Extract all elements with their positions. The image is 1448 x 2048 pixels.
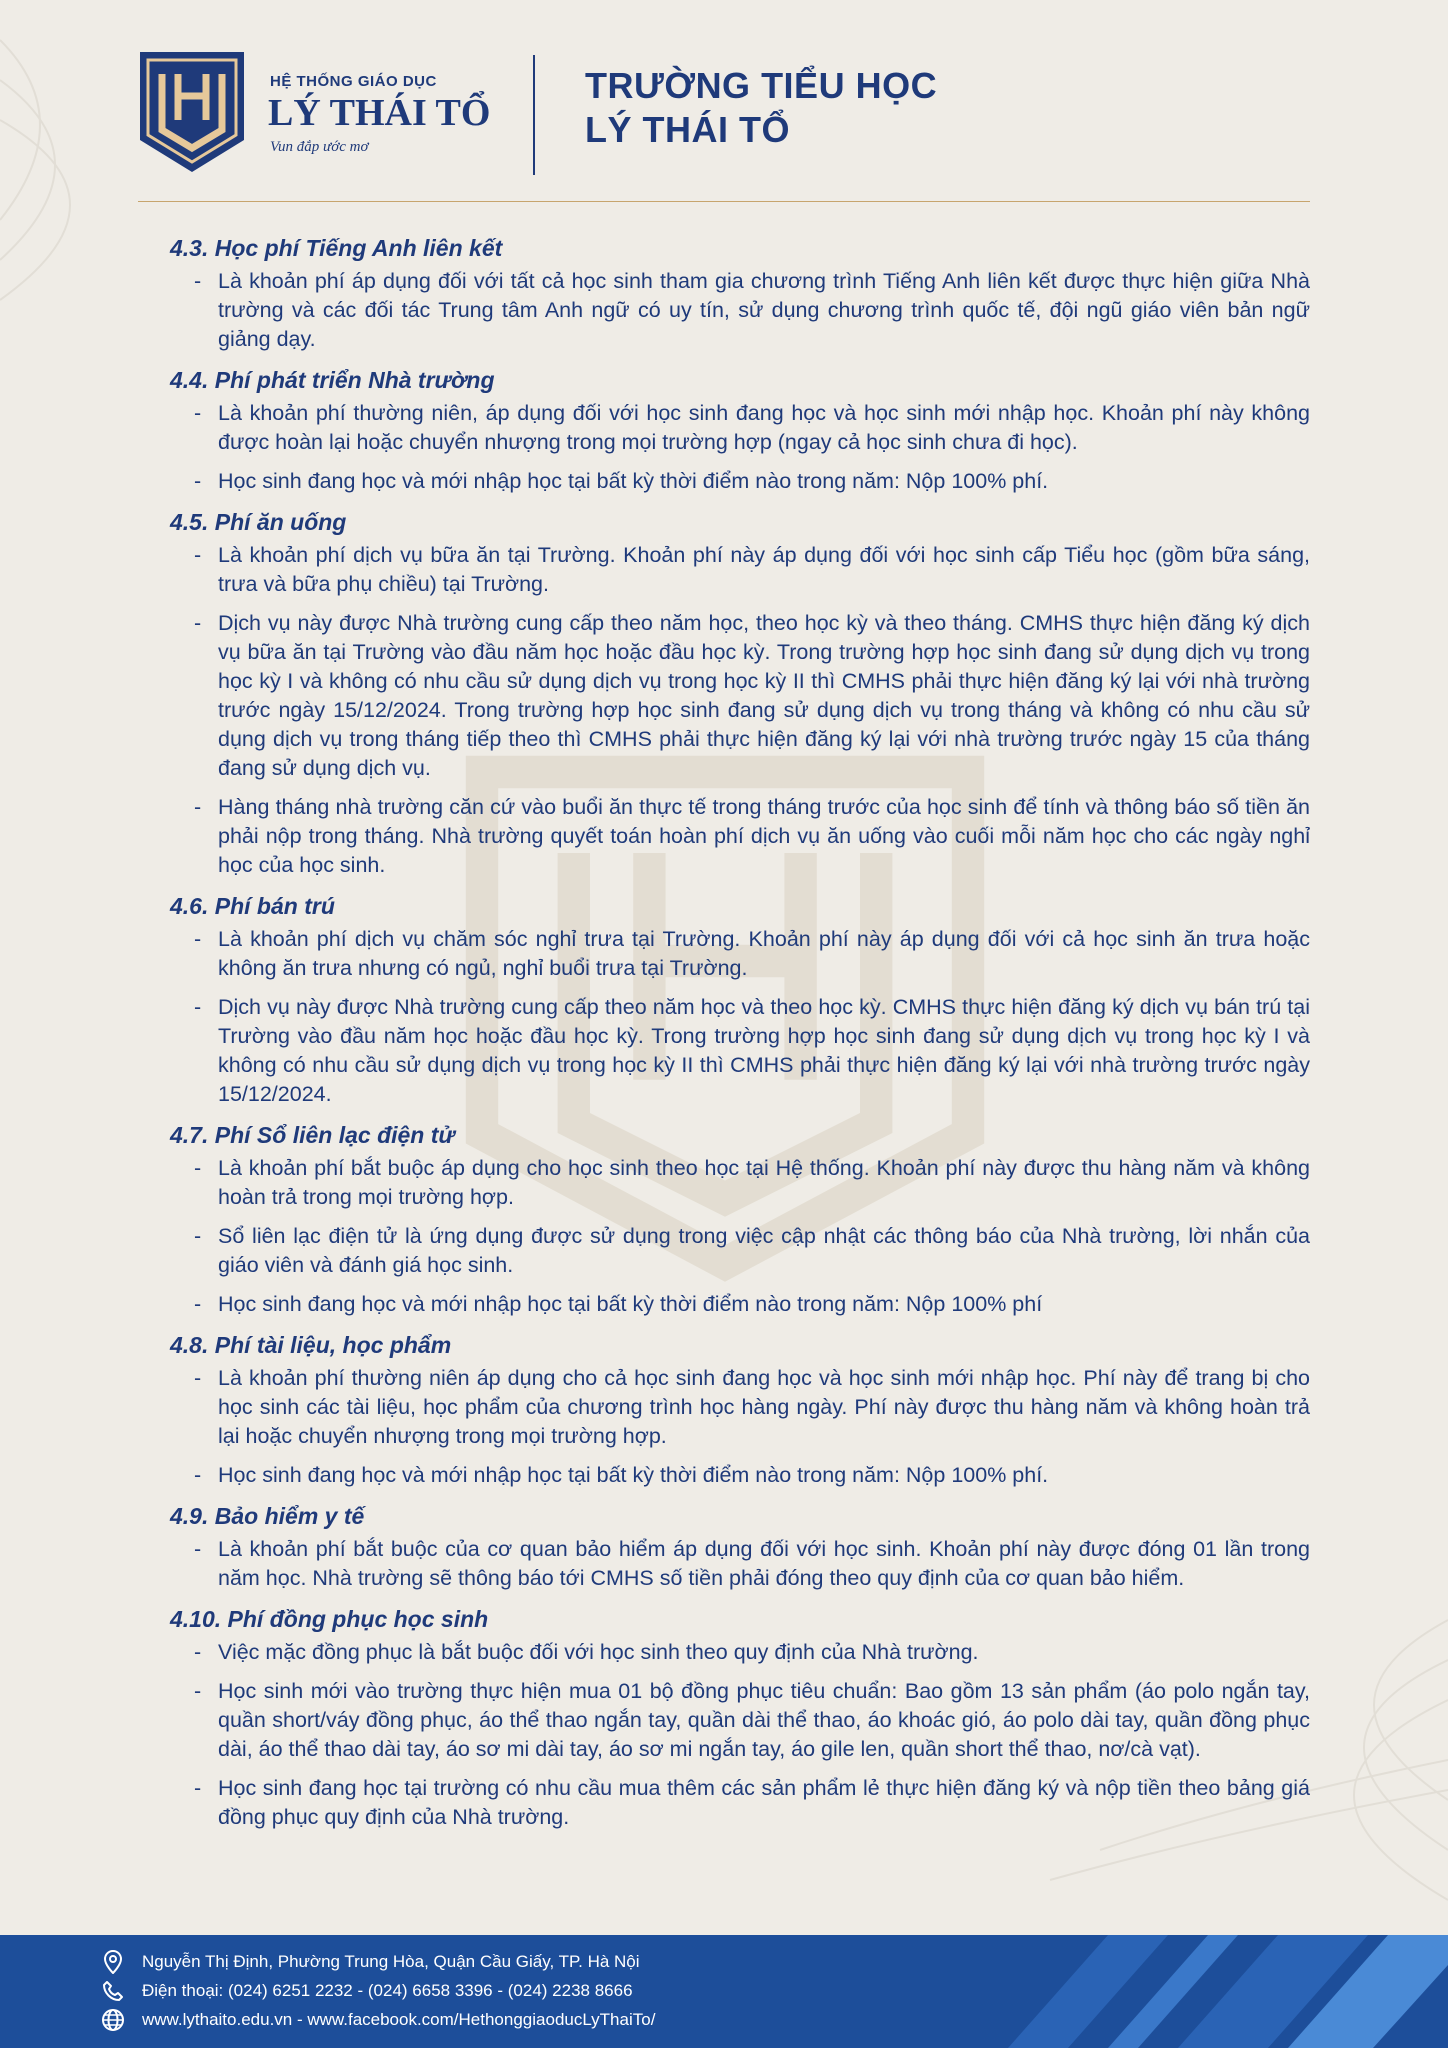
phone-icon (100, 1978, 126, 2004)
section-title: 4.4. Phí phát triển Nhà trường (170, 367, 495, 393)
section-4-6 (170, 890, 1310, 1109)
section-4-7 (170, 1119, 1310, 1319)
section-4-5 (170, 506, 1310, 880)
list-item: - Việc mặc đồng phục là bắt buộc đối với học sinh theo quy định của Nhà trường. (170, 1638, 1310, 1667)
header-divider (533, 55, 535, 175)
brand-subtitle: HỆ THỐNG GIÁO DỤC (270, 73, 437, 90)
section-4-8 (170, 1329, 1310, 1490)
section-title: 4.3. Học phí Tiếng Anh liên kết (170, 235, 503, 261)
globe-icon (100, 2007, 126, 2033)
section-title: 4.9. Bảo hiểm y tế (170, 1503, 365, 1529)
section-4-4 (170, 364, 1310, 496)
school-logo-icon (138, 50, 246, 174)
footer-address-row (100, 1949, 640, 1975)
section-4-9 (170, 1500, 1310, 1593)
list-item: - Học sinh đang học và mới nhập học tại bất kỳ thời điểm nào trong năm: Nộp 100% phí. (170, 467, 1310, 496)
list-item: - Học sinh đang học tại trường có nhu cầu mua thêm các sản phẩm lẻ thực hiện đăng ký và nộp tiền theo bảng giá đồng phục quy định của Nhà trường. (170, 1774, 1310, 1832)
footer-web[interactable]: www.lythaito.edu.vn - www.facebook.com/HethonggiaoducLyThaiTo/ (142, 2010, 656, 2029)
location-pin-icon (100, 1949, 126, 1975)
school-title-line1: TRƯỜNG TIỂU HỌC (585, 65, 938, 106)
footer-web-row (100, 2007, 655, 2033)
list-item: - Là khoản phí thường niên áp dụng cho cả học sinh đang học và học sinh mới nhập học. Phí này để trang bị cho học sinh các tài liệu, học phẩm của chương trình học hàng ngày. Phí này được thu hàng năm và không hoàn trả lại hoặc chuyển nhượng trong mọi trường hợp. (170, 1364, 1310, 1451)
list-item: - Hàng tháng nhà trường căn cứ vào buổi ăn thực tế trong tháng trước của học sinh để tính và thông báo số tiền ăn phải nộp trong tháng. Nhà trường quyết toán hoàn phí dịch vụ ăn uống vào cuối mỗi năm học cho các ngày nghỉ học của học sinh. (170, 793, 1310, 880)
section-4-3 (170, 232, 1310, 354)
list-item: - Dịch vụ này được Nhà trường cung cấp theo năm học và theo học kỳ. CMHS thực hiện đăng ký dịch vụ bán trú tại Trường vào đầu năm học hoặc đầu học kỳ. Trong trường hợp học sinh đang sử dụng dịch vụ trong học kỳ I và không có nhu cầu sử dụng dịch vụ trong học kỳ II thì CMHS phải thực hiện đăng ký lại với nhà trường trước ngày 15/12/2024. (170, 993, 1310, 1109)
list-item: - Học sinh mới vào trường thực hiện mua 01 bộ đồng phục tiêu chuẩn: Bao gồm 13 sản phẩm (áo polo ngắn tay, quần short/váy đồng phục, áo thể thao ngắn tay, quần dài thể thao, áo khoác gió, áo polo dài tay, quần đồng phục dài, áo thể thao dài tay, áo sơ mi dài tay, áo sơ mi ngắn tay, áo gile len, quần short thể thao, nơ/cà vạt). (170, 1677, 1310, 1764)
footer-address: Nguyễn Thị Định, Phường Trung Hòa, Quận Cầu Giấy, TP. Hà Nội (142, 1952, 640, 1971)
list-item: - Là khoản phí áp dụng đối với tất cả học sinh tham gia chương trình Tiếng Anh liên kết được thực hiện giữa Nhà trường và các đối tác Trung tâm Anh ngữ có uy tín, sử dụng chương trình quốc tế, đội ngũ giáo viên bản ngữ giảng dạy. (170, 267, 1310, 354)
school-title (585, 64, 937, 152)
footer-phone: Điện thoại: (024) 6251 2232 - (024) 6658 3396 - (024) 2238 8666 (142, 1981, 633, 2000)
list-item: - Là khoản phí thường niên, áp dụng đối với học sinh đang học và học sinh mới nhập học. Khoản phí này không được hoàn lại hoặc chuyển nhượng trong mọi trường hợp (ngay cả học sinh chưa đi học). (170, 399, 1310, 457)
header-rule (138, 201, 1310, 202)
section-title: 4.10. Phí đồng phục học sinh (170, 1606, 489, 1632)
footer-stripes (808, 1935, 1448, 2048)
footer-phone-row (100, 1978, 633, 2004)
list-item: - Là khoản phí dịch vụ chăm sóc nghỉ trưa tại Trường. Khoản phí này áp dụng đối với cả học sinh ăn trưa hoặc không ăn trưa nhưng có ngủ, nghỉ buổi trưa tại Trường. (170, 925, 1310, 983)
section-4-10 (170, 1603, 1310, 1832)
section-title: 4.7. Phí Sổ liên lạc điện tử (170, 1122, 455, 1148)
school-title-line2: LÝ THÁI TỔ (585, 109, 790, 150)
section-title: 4.6. Phí bán trú (170, 893, 335, 919)
list-item: - Sổ liên lạc điện tử là ứng dụng được sử dụng trong việc cập nhật các thông báo của Nhà trường, lời nhắn của giáo viên và đánh giá học sinh. (170, 1222, 1310, 1280)
section-title: 4.8. Phí tài liệu, học phẩm (170, 1332, 452, 1358)
list-item: - Học sinh đang học và mới nhập học tại bất kỳ thời điểm nào trong năm: Nộp 100% phí (170, 1290, 1310, 1319)
list-item: - Là khoản phí bắt buộc áp dụng cho học sinh theo học tại Hệ thống. Khoản phí này được thu hàng năm và không hoàn trả trong mọi trường hợp. (170, 1154, 1310, 1212)
brand-name: LÝ THÁI TỔ (268, 92, 491, 134)
brand-tagline: Vun đắp ước mơ (270, 139, 369, 155)
page-header (0, 0, 1448, 205)
document-body (170, 232, 1310, 1842)
list-item: - Học sinh đang học và mới nhập học tại bất kỳ thời điểm nào trong năm: Nộp 100% phí. (170, 1461, 1310, 1490)
list-item: - Là khoản phí bắt buộc của cơ quan bảo hiểm áp dụng đối với học sinh. Khoản phí này được đóng 01 lần trong năm học. Nhà trường sẽ thông báo tới CMHS số tiền phải đóng theo quy định của cơ quan bảo hiểm. (170, 1535, 1310, 1593)
list-item: - Dịch vụ này được Nhà trường cung cấp theo năm học, theo học kỳ và theo tháng. CMHS thực hiện đăng ký dịch vụ bữa ăn tại Trường vào đầu năm học hoặc đầu học kỳ. Trong trường hợp học sinh đang sử dụng dịch vụ trong học kỳ I và không có nhu cầu sử dụng dịch vụ trong học kỳ II thì CMHS phải thực hiện đăng ký lại với nhà trường trước ngày 15/12/2024. Trong trường hợp học sinh đang sử dụng dịch vụ trong tháng và không có nhu cầu sử dụng dịch vụ trong tháng tiếp theo thì CMHS phải thực hiện đăng ký lại với nhà trường trước ngày 15 của tháng đang sử dụng dịch vụ. (170, 609, 1310, 783)
section-title: 4.5. Phí ăn uống (170, 509, 347, 535)
page-footer (0, 1935, 1448, 2048)
list-item: - Là khoản phí dịch vụ bữa ăn tại Trường. Khoản phí này áp dụng đối với học sinh cấp Tiểu học (gồm bữa sáng, trưa và bữa phụ chiều) tại Trường. (170, 541, 1310, 599)
